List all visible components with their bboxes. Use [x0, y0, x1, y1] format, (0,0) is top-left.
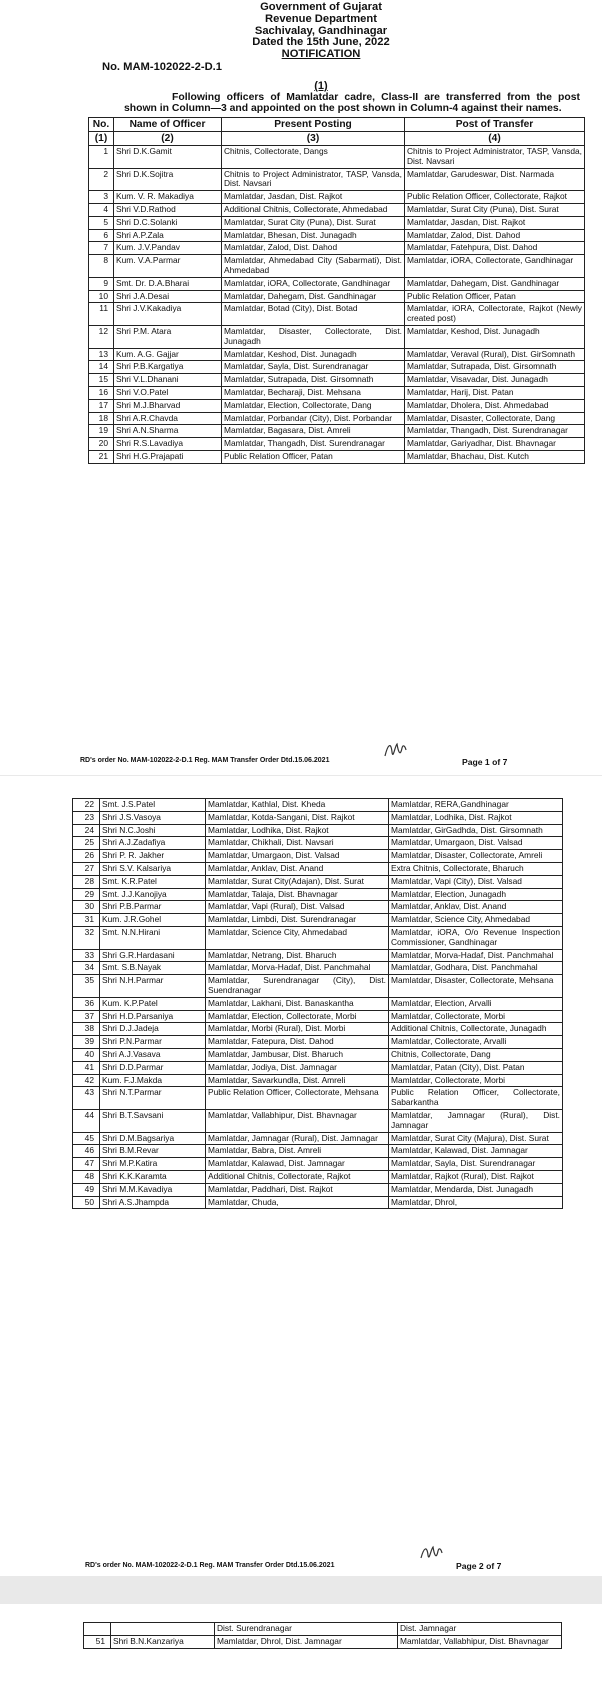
present-posting: Mamlatdar, iORA, Collectorate, Gandhinagar — [222, 277, 405, 290]
officer-name: Smt. K.R.Patel — [100, 875, 206, 888]
post-of-transfer: Mamlatdar, Disaster, Collectorate, Dang — [405, 412, 585, 425]
present-posting: Mamlatdar, Umargaon, Dist. Valsad — [206, 850, 389, 863]
table-row — [84, 1623, 562, 1636]
post-of-transfer: Mamlatdar, Sayla, Dist. Surendranagar — [389, 1158, 563, 1171]
present-posting: Mamlatdar, Jambusar, Dist. Bharuch — [206, 1048, 389, 1061]
post-of-transfer: Mamlatdar, Election, Junagadh — [389, 888, 563, 901]
table-row — [73, 1074, 563, 1087]
present-posting: Mamlatdar, Thangadh, Dist. Surendranagar — [222, 438, 405, 451]
table-row — [89, 216, 585, 229]
signature-icon — [382, 738, 408, 764]
row-number: 38 — [73, 1023, 100, 1036]
row-number: 4 — [89, 203, 114, 216]
table-row — [89, 325, 585, 348]
footer-reference: RD's order No. MAM-102022-2-D.1 Reg. MAM Transfer Order Dtd.15.06.2021 — [85, 1562, 335, 1569]
table-row — [73, 1036, 563, 1049]
table-row — [84, 1635, 562, 1648]
table-row — [89, 290, 585, 303]
table-row — [73, 1196, 563, 1209]
officer-name: Shri B.N.Kanzariya — [111, 1635, 215, 1648]
row-number: 40 — [73, 1048, 100, 1061]
post-of-transfer: Mamlatdar, Morva-Hadaf, Dist. Panchmahal — [389, 949, 563, 962]
table-row — [73, 926, 563, 949]
table-row — [89, 386, 585, 399]
post-of-transfer: Mamlatdar, Collectorate, Arvalli — [389, 1036, 563, 1049]
officer-name: Smt. S.B.Nayak — [100, 962, 206, 975]
row-number: 34 — [73, 962, 100, 975]
row-number: 46 — [73, 1145, 100, 1158]
row-number: 10 — [89, 290, 114, 303]
row-number: 3 — [89, 191, 114, 204]
row-number: 35 — [73, 975, 100, 998]
col-header-name: Name of Officer — [114, 117, 222, 131]
present-posting: Mamlatdar, Surendranagar (City), Dist. Suendranagar — [206, 975, 389, 998]
post-of-transfer: Mamlatdar, Umargaon, Dist. Valsad — [389, 837, 563, 850]
present-posting: Mamlatdar, Bagasara, Dist. Amreli — [222, 425, 405, 438]
post-of-transfer: Chitnis to Project Administrator, TASP, Vansda, Dist. Navsari — [405, 145, 585, 168]
present-posting: Mamlatdar, Botad (City), Dist. Botad — [222, 303, 405, 326]
table-row — [73, 837, 563, 850]
officer-name — [111, 1623, 215, 1636]
col-header-no: No. — [89, 117, 114, 131]
officer-name: Shri D.M.Bagsariya — [100, 1132, 206, 1145]
table-row — [89, 348, 585, 361]
row-number: 47 — [73, 1158, 100, 1171]
post-of-transfer: Public Relation Officer, Patan — [405, 290, 585, 303]
officer-name: Smt. Dr. D.A.Bharai — [114, 277, 222, 290]
row-number: 5 — [89, 216, 114, 229]
post-of-transfer: Extra Chitnis, Collectorate, Bharuch — [389, 862, 563, 875]
officer-name: Smt. J.J.Kanojiya — [100, 888, 206, 901]
post-of-transfer: Public Relation Officer, Collectorate, Sabarkantha — [389, 1087, 563, 1110]
signature-icon — [418, 1542, 444, 1566]
post-of-transfer: Mamlatdar, Surat City (Majura), Dist. Surat — [389, 1132, 563, 1145]
col-header-present-posting: Present Posting — [222, 117, 405, 131]
table-row — [73, 824, 563, 837]
row-number — [84, 1623, 111, 1636]
officer-name: Smt. N.N.Hirani — [100, 926, 206, 949]
table-row — [89, 145, 585, 168]
officer-name: Kum. J.V.Pandav — [114, 242, 222, 255]
col-number: (4) — [405, 131, 585, 145]
present-posting: Mamlatdar, Kathlal, Dist. Kheda — [206, 799, 389, 812]
table-row — [89, 438, 585, 451]
officer-name: Shri K.K.Karamta — [100, 1170, 206, 1183]
table-row — [73, 997, 563, 1010]
present-posting: Mamlatdar, Surat City (Puna), Dist. Surat — [222, 216, 405, 229]
row-number: 25 — [73, 837, 100, 850]
table-row — [73, 1170, 563, 1183]
table-row — [73, 799, 563, 812]
row-number: 1 — [89, 145, 114, 168]
officer-name: Shri J.S.Vasoya — [100, 811, 206, 824]
post-of-transfer: Mamlatdar, Fatehpura, Dist. Dahod — [405, 242, 585, 255]
row-number: 24 — [73, 824, 100, 837]
table-row — [73, 1109, 563, 1132]
officer-name: Smt. J.S.Patel — [100, 799, 206, 812]
post-of-transfer: Mamlatdar, Collectorate, Morbi — [389, 1074, 563, 1087]
document-page-1 — [50, 0, 592, 775]
row-number: 22 — [73, 799, 100, 812]
officer-name: Shri D.C.Solanki — [114, 216, 222, 229]
table-row — [89, 191, 585, 204]
row-number: 33 — [73, 949, 100, 962]
present-posting: Mamlatdar, Morbi (Rural), Dist. Morbi — [206, 1023, 389, 1036]
present-posting: Mamlatdar, Becharaji, Dist. Mehsana — [222, 386, 405, 399]
table-row — [89, 203, 585, 216]
present-posting: Mamlatdar, Savarkundla, Dist. Amreli — [206, 1074, 389, 1087]
post-of-transfer: Mamlatdar, iORA, Collectorate, Rajkot (Newly created post) — [405, 303, 585, 326]
table-row — [89, 361, 585, 374]
present-posting: Mamlatdar, Jamnagar (Rural), Dist. Jamnagar — [206, 1132, 389, 1145]
post-of-transfer: Mamlatdar, Vapi (City), Dist. Valsad — [389, 875, 563, 888]
row-number: 26 — [73, 850, 100, 863]
table-row — [89, 242, 585, 255]
post-of-transfer: Mamlatdar, Election, Arvalli — [389, 997, 563, 1010]
officer-name: Shri A.P.Zala — [114, 229, 222, 242]
officer-name: Shri D.K.Sojitra — [114, 168, 222, 191]
row-number: 6 — [89, 229, 114, 242]
page-number: Page 1 of 7 — [462, 757, 508, 767]
officer-name: Shri N.C.Joshi — [100, 824, 206, 837]
table-header-row — [89, 117, 585, 131]
officer-name: Shri M.M.Kavadiya — [100, 1183, 206, 1196]
table-row — [89, 450, 585, 463]
col-number: (2) — [114, 131, 222, 145]
officer-name: Shri M.J.Bharvad — [114, 399, 222, 412]
present-posting: Dist. Surendranagar — [215, 1623, 398, 1636]
officer-name: Shri S.V. Kalsariya — [100, 862, 206, 875]
present-posting: Mamlatdar, Jasdan, Dist. Rajkot — [222, 191, 405, 204]
table-row — [73, 949, 563, 962]
row-number: 27 — [73, 862, 100, 875]
present-posting: Mamlatdar, Election, Collectorate, Morbi — [206, 1010, 389, 1023]
post-of-transfer: Mamlatdar, Patan (City), Dist. Patan — [389, 1061, 563, 1074]
present-posting: Chitnis, Collectorate, Dangs — [222, 145, 405, 168]
present-posting: Mamlatdar, Ahmedabad City (Sabarmati), Dist. Ahmedabad — [222, 255, 405, 278]
table-row — [89, 277, 585, 290]
post-of-transfer: Mamlatdar, Keshod, Dist. Junagadh — [405, 325, 585, 348]
officer-name: Kum. J.R.Gohel — [100, 914, 206, 927]
footer-reference: RD's order No. MAM-102022-2-D.1 Reg. MAM Transfer Order Dtd.15.06.2021 — [80, 757, 330, 764]
present-posting: Mamlatdar, Morva-Hadaf, Dist. Panchmahal — [206, 962, 389, 975]
officer-name: Kum. V. R. Makadiya — [114, 191, 222, 204]
officer-name: Shri N.T.Parmar — [100, 1087, 206, 1110]
document-date: Dated the 15th June, 2022 — [252, 36, 390, 49]
letterhead — [50, 0, 592, 61]
table-row — [73, 862, 563, 875]
present-posting: Mamlatdar, Keshod, Dist. Junagadh — [222, 348, 405, 361]
officer-name: Shri P.M. Atara — [114, 325, 222, 348]
present-posting: Mamlatdar, Netrang, Dist. Bharuch — [206, 949, 389, 962]
post-of-transfer: Mamlatdar, Science City, Ahmedabad — [389, 914, 563, 927]
present-posting: Additional Chitnis, Collectorate, Rajkot — [206, 1170, 389, 1183]
present-posting: Mamlatdar, Science City, Ahmedabad — [206, 926, 389, 949]
row-number: 44 — [73, 1109, 100, 1132]
present-posting: Mamlatdar, Lodhika, Dist. Rajkot — [206, 824, 389, 837]
present-posting: Mamlatdar, Sutrapada, Dist. Girsomnath — [222, 374, 405, 387]
post-of-transfer: Mamlatdar, Godhara, Dist. Panchmahal — [389, 962, 563, 975]
row-number: 18 — [89, 412, 114, 425]
section-number: (1) — [314, 79, 328, 92]
row-number: 31 — [73, 914, 100, 927]
col-number: (3) — [222, 131, 405, 145]
post-of-transfer: Public Relation Officer, Collectorate, Rajkot — [405, 191, 585, 204]
post-of-transfer: Mamlatdar, Thangadh, Dist. Surendranagar — [405, 425, 585, 438]
row-number: 7 — [89, 242, 114, 255]
table-row — [73, 1010, 563, 1023]
row-number: 8 — [89, 255, 114, 278]
post-of-transfer: Mamlatdar, Dhrol, — [389, 1196, 563, 1209]
post-of-transfer: Mamlatdar, Anklav, Dist. Anand — [389, 901, 563, 914]
post-of-transfer: Dist. Jamnagar — [398, 1623, 562, 1636]
row-number: 45 — [73, 1132, 100, 1145]
officer-name: Shri D.J.Jadeja — [100, 1023, 206, 1036]
table-row — [73, 914, 563, 927]
post-of-transfer: Mamlatdar, Disaster, Collectorate, Amreli — [389, 850, 563, 863]
present-posting: Public Relation Officer, Collectorate, Mehsana — [206, 1087, 389, 1110]
post-of-transfer: Mamlatdar, Mendarda, Dist. Junagadh — [389, 1183, 563, 1196]
table-row — [73, 1183, 563, 1196]
present-posting: Mamlatdar, Election, Collectorate, Dang — [222, 399, 405, 412]
table-row — [73, 1087, 563, 1110]
officer-name: Shri G.R.Hardasani — [100, 949, 206, 962]
document-page-3 — [50, 1604, 592, 1691]
officer-name: Kum. A.G. Gajjar — [114, 348, 222, 361]
table-row — [89, 229, 585, 242]
present-posting: Mamlatdar, Sayla, Dist. Surendranagar — [222, 361, 405, 374]
post-of-transfer: Mamlatdar, Sutrapada, Dist. Girsomnath — [405, 361, 585, 374]
table-row — [73, 1145, 563, 1158]
col-number: (1) — [89, 131, 114, 145]
present-posting: Mamlatdar, Kalawad, Dist. Jamnagar — [206, 1158, 389, 1171]
present-posting: Mamlatdar, Dhrol, Dist. Jamnagar — [215, 1635, 398, 1648]
table-row — [89, 425, 585, 438]
office-address: Sachivalay, Gandhinagar — [254, 24, 388, 37]
post-of-transfer: Mamlatdar, Harij, Dist. Patan — [405, 386, 585, 399]
transfer-table-page-1 — [88, 117, 585, 464]
officer-name: Shri D.K.Gamit — [114, 145, 222, 168]
department-name: Revenue Department — [265, 12, 377, 25]
present-posting: Mamlatdar, Dahegam, Dist. Gandhinagar — [222, 290, 405, 303]
row-number: 17 — [89, 399, 114, 412]
table-row — [89, 399, 585, 412]
table-row — [73, 888, 563, 901]
officer-name: Shri A.N.Sharma — [114, 425, 222, 438]
post-of-transfer: Mamlatdar, Collectorate, Morbi — [389, 1010, 563, 1023]
post-of-transfer: Mamlatdar, Rajkot (Rural), Dist. Rajkot — [389, 1170, 563, 1183]
table-row — [73, 811, 563, 824]
table-row — [73, 1132, 563, 1145]
present-posting: Mamlatdar, Fatepura, Dist. Dahod — [206, 1036, 389, 1049]
row-number: 37 — [73, 1010, 100, 1023]
officer-name: Shri R.S.Lavadiya — [114, 438, 222, 451]
officer-name: Kum. K.P.Patel — [100, 997, 206, 1010]
officer-name: Shri V.D.Rathod — [114, 203, 222, 216]
officer-name: Shri J.V.Kakadiya — [114, 303, 222, 326]
officer-name: Shri P.N.Parmar — [100, 1036, 206, 1049]
row-number: 19 — [89, 425, 114, 438]
page-number: Page 2 of 7 — [456, 1561, 502, 1571]
present-posting: Mamlatdar, Disaster, Collectorate, Dist. Junagadh — [222, 325, 405, 348]
officer-name: Shri P.B.Parmar — [100, 901, 206, 914]
present-posting: Mamlatdar, Vapi (Rural), Dist. Valsad — [206, 901, 389, 914]
table-row — [89, 374, 585, 387]
transfer-table-page-3 — [83, 1622, 562, 1649]
post-of-transfer: Mamlatdar, Dholera, Dist. Ahmedabad — [405, 399, 585, 412]
row-number: 32 — [73, 926, 100, 949]
table-row — [73, 1061, 563, 1074]
table-colnum-row — [89, 131, 585, 145]
row-number: 20 — [89, 438, 114, 451]
table-row — [73, 1048, 563, 1061]
officer-name: Shri A.R.Chavda — [114, 412, 222, 425]
officer-name: Shri J.A.Desai — [114, 290, 222, 303]
present-posting: Chitnis to Project Administrator, TASP, Vansda, Dist. Navsari — [222, 168, 405, 191]
table-row — [73, 975, 563, 998]
table-row — [89, 168, 585, 191]
intro-paragraph: Following officers of Mamlatdar cadre, Class-II are transferred from the post shown in Column—3 and appointed on the post shown in Column-4 against their names. — [124, 91, 580, 115]
post-of-transfer: Mamlatdar, Bhachau, Dist. Kutch — [405, 450, 585, 463]
present-posting: Additional Chitnis, Collectorate, Ahmedabad — [222, 203, 405, 216]
officer-name: Shri B.M.Revar — [100, 1145, 206, 1158]
post-of-transfer: Mamlatdar, GirGadhda, Dist. Girsomnath — [389, 824, 563, 837]
row-number: 9 — [89, 277, 114, 290]
post-of-transfer: Mamlatdar, Zalod, Dist. Dahod — [405, 229, 585, 242]
transfer-table-page-2 — [72, 798, 563, 1209]
row-number: 49 — [73, 1183, 100, 1196]
table-row — [89, 303, 585, 326]
post-of-transfer: Additional Chitnis, Collectorate, Junagadh — [389, 1023, 563, 1036]
row-number: 39 — [73, 1036, 100, 1049]
row-number: 28 — [73, 875, 100, 888]
post-of-transfer: Chitnis, Collectorate, Dang — [389, 1048, 563, 1061]
table-row — [73, 1023, 563, 1036]
present-posting: Public Relation Officer, Patan — [222, 450, 405, 463]
row-number: 29 — [73, 888, 100, 901]
row-number: 36 — [73, 997, 100, 1010]
officer-name: Kum. F.J.Makda — [100, 1074, 206, 1087]
present-posting: Mamlatdar, Chuda, — [206, 1196, 389, 1209]
present-posting: Mamlatdar, Talaja, Dist. Bhavnagar — [206, 888, 389, 901]
post-of-transfer: Mamlatdar, Jasdan, Dist. Rajkot — [405, 216, 585, 229]
page-gap-2 — [0, 1576, 602, 1604]
order-number: No. MAM-102022-2-D.1 — [102, 60, 222, 73]
present-posting: Mamlatdar, Porbandar (City), Dist. Porbandar — [222, 412, 405, 425]
officer-name: Shri H.G.Prajapati — [114, 450, 222, 463]
present-posting: Mamlatdar, Surat City(Adajan), Dist. Surat — [206, 875, 389, 888]
table-row — [73, 901, 563, 914]
row-number: 15 — [89, 374, 114, 387]
post-of-transfer: Mamlatdar, Disaster, Collectorate, Mehsana — [389, 975, 563, 998]
table-row — [89, 255, 585, 278]
row-number: 48 — [73, 1170, 100, 1183]
row-number: 30 — [73, 901, 100, 914]
row-number: 42 — [73, 1074, 100, 1087]
table-row — [73, 1158, 563, 1171]
present-posting: Mamlatdar, Anklav, Dist. Anand — [206, 862, 389, 875]
present-posting: Mamlatdar, Kotda-Sangani, Dist. Rajkot — [206, 811, 389, 824]
present-posting: Mamlatdar, Limbdi, Dist. Surendranagar — [206, 914, 389, 927]
present-posting: Mamlatdar, Babra, Dist. Amreli — [206, 1145, 389, 1158]
officer-name: Shri N.H.Parmar — [100, 975, 206, 998]
post-of-transfer: Mamlatdar, Vallabhipur, Dist. Bhavnagar — [398, 1635, 562, 1648]
officer-name: Shri M.P.Katira — [100, 1158, 206, 1171]
post-of-transfer: Mamlatdar, Gariyadhar, Dist. Bhavnagar — [405, 438, 585, 451]
post-of-transfer: Mamlatdar, iORA, O/o Revenue Inspection Commissioner, Gandhinagar — [389, 926, 563, 949]
present-posting: Mamlatdar, Zalod, Dist. Dahod — [222, 242, 405, 255]
row-number: 13 — [89, 348, 114, 361]
post-of-transfer: Mamlatdar, iORA, Collectorate, Gandhinagar — [405, 255, 585, 278]
row-number: 2 — [89, 168, 114, 191]
present-posting: Mamlatdar, Chikhali, Dist. Navsari — [206, 837, 389, 850]
document-page-2 — [50, 776, 592, 1576]
document-title: NOTIFICATION — [281, 48, 361, 61]
post-of-transfer: Mamlatdar, Visavadar, Dist. Junagadh — [405, 374, 585, 387]
post-of-transfer: Mamlatdar, Veraval (Rural), Dist. GirSomnath — [405, 348, 585, 361]
post-of-transfer: Mamlatdar, Kalawad, Dist. Jamnagar — [389, 1145, 563, 1158]
officer-name: Shri B.T.Savsani — [100, 1109, 206, 1132]
row-number: 43 — [73, 1087, 100, 1110]
row-number: 16 — [89, 386, 114, 399]
post-of-transfer: Mamlatdar, RERA,Gandhinagar — [389, 799, 563, 812]
officer-name: Shri D.D.Parmar — [100, 1061, 206, 1074]
table-row — [73, 850, 563, 863]
present-posting: Mamlatdar, Bhesan, Dist. Junagadh — [222, 229, 405, 242]
row-number: 41 — [73, 1061, 100, 1074]
govt-name: Government of Gujarat — [260, 1, 382, 13]
officer-name: Shri P.B.Kargatiya — [114, 361, 222, 374]
row-number: 51 — [84, 1635, 111, 1648]
post-of-transfer: Mamlatdar, Garudeswar, Dist. Narmada — [405, 168, 585, 191]
row-number: 50 — [73, 1196, 100, 1209]
present-posting: Mamlatdar, Jodiya, Dist. Jamnagar — [206, 1061, 389, 1074]
row-number: 21 — [89, 450, 114, 463]
post-of-transfer: Mamlatdar, Jamnagar (Rural), Dist. Jamnagar — [389, 1109, 563, 1132]
officer-name: Shri P. R. Jakher — [100, 850, 206, 863]
present-posting: Mamlatdar, Paddhari, Dist. Rajkot — [206, 1183, 389, 1196]
table-row — [73, 875, 563, 888]
present-posting: Mamlatdar, Vallabhipur, Dist. Bhavnagar — [206, 1109, 389, 1132]
officer-name: Shri H.D.Parsaniya — [100, 1010, 206, 1023]
col-header-post-of-transfer: Post of Transfer — [405, 117, 585, 131]
table-row — [89, 412, 585, 425]
post-of-transfer: Mamlatdar, Surat City (Puna), Dist. Surat — [405, 203, 585, 216]
row-number: 23 — [73, 811, 100, 824]
officer-name: Shri V.L.Dhanani — [114, 374, 222, 387]
row-number: 14 — [89, 361, 114, 374]
present-posting: Mamlatdar, Lakhani, Dist. Banaskantha — [206, 997, 389, 1010]
post-of-transfer: Mamlatdar, Lodhika, Dist. Rajkot — [389, 811, 563, 824]
officer-name: Shri V.O.Patel — [114, 386, 222, 399]
officer-name: Shri A.J.Zadafiya — [100, 837, 206, 850]
table-row — [73, 962, 563, 975]
row-number: 12 — [89, 325, 114, 348]
officer-name: Shri A.J.Vasava — [100, 1048, 206, 1061]
row-number: 11 — [89, 303, 114, 326]
officer-name: Kum. V.A.Parmar — [114, 255, 222, 278]
post-of-transfer: Mamlatdar, Dahegam, Dist. Gandhinagar — [405, 277, 585, 290]
officer-name: Shri A.S.Jhampda — [100, 1196, 206, 1209]
